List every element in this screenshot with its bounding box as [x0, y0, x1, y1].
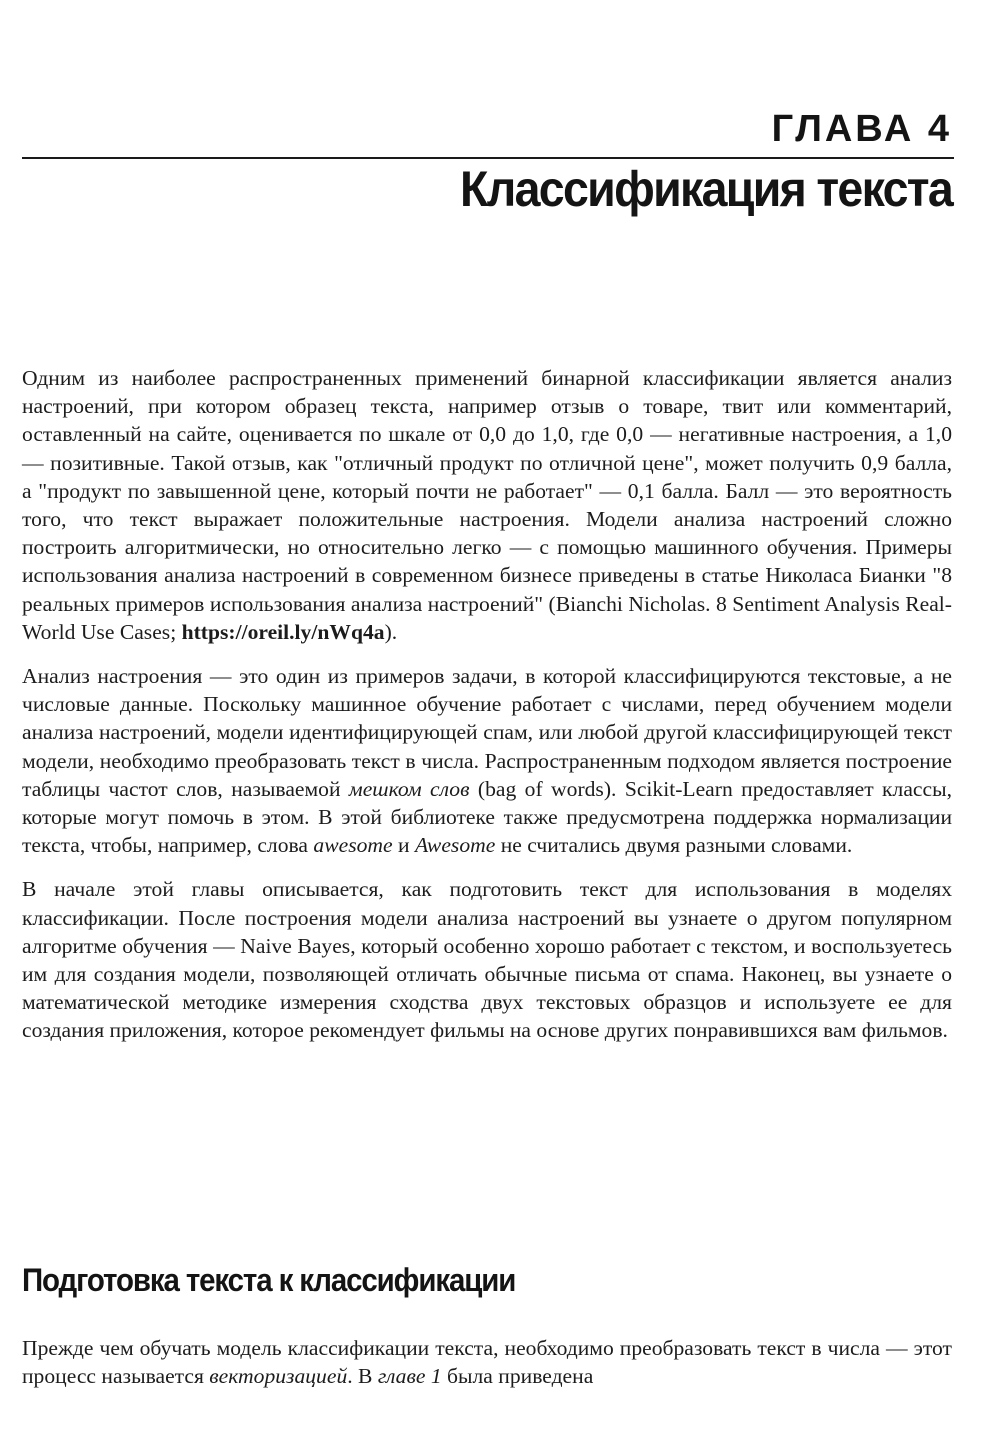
paragraph-text: и	[392, 833, 415, 858]
section-heading: Подготовка текста к классификации	[22, 1262, 516, 1298]
chapter-title: Классификация текста	[459, 161, 952, 217]
paragraph-text: Одним из наиболее распространенных применений бинарной классификации является анализ настроений, при котором образец текста, например отзыв о товаре, твит или комментарий, оставленный на сайте, оценивается по шкале от 0,0 до 1,0, где 0,0 — негативные настроения, а 1,0 — позитивные. Такой отзыв, как "отличный продукт по отличной цене", может получить 0,9 балла, а "продукт по завышенной цене, который почти не работает" — 0,1 балла. Балл — это вероятность того, что текст выражает положительные настроения. Модели анализа настроений сложно построить алгоритмически, но относительно легко — с помощью машинного обучения. Примеры использования анализа настроений в современном бизнесе приведены в статье Николаса Бианки "8 реальных примеров использования анализа настроений" (Bianchi Nicholas. 8 Sentiment Analysis Real-World Use Cases;	[22, 366, 952, 644]
term-awesome-upper: Awesome	[414, 833, 496, 858]
section-body	[22, 1334, 952, 1406]
paragraph-text: (bag of words). Scikit-Learn предоставляет классы, которые могут помочь в этом. В этой библиотеке также предусмотрена поддержка нормализации текста, чтобы, например, слова	[22, 776, 952, 858]
paragraph-text: ).	[384, 619, 398, 644]
term-vectorization: векторизацией	[209, 1364, 348, 1389]
chapter-divider	[22, 157, 954, 159]
paragraph-sentiment-analysis	[22, 364, 952, 646]
paragraph-text-vectorization	[22, 662, 952, 859]
paragraph-preparation	[22, 1334, 952, 1390]
chapter-intro	[22, 364, 952, 1061]
paragraph-text: Анализ настроения — это один из примеров задачи, в которой классифицируются текстовые, а не числовые данные. Поскольку машинное обучение работает с числами, перед обучением модели анализа настроений, модели идентифицирующей спам, или любой другой классифицирующей текст модели, необходимо преобразовать текст в числа. Распространенным подходом является построение таблицы частот слов, называемой	[22, 664, 952, 801]
paragraph-text: Прежде чем обучать модель классификации текста, необходимо преобразовать текст в числа — этот процесс называется	[22, 1336, 952, 1389]
paragraph-text: . В	[347, 1364, 378, 1389]
article-link[interactable]: https://oreil.ly/nWq4a	[181, 619, 385, 644]
term-awesome-lower: awesome	[313, 833, 393, 858]
chapter-label: ГЛАВА 4	[771, 108, 952, 150]
paragraph-text: не считались двумя разными словами.	[495, 833, 853, 858]
chapter-reference: главе 1	[377, 1364, 442, 1389]
paragraph-text: была приведена	[441, 1364, 594, 1389]
paragraph-chapter-overview: В начале этой главы описывается, как подготовить текст для использования в моделях классификации. После построения модели анализа настроений вы узнаете о другом популярном алгоритме обучения — Naive Bayes, который особенно хорошо работает с текстом, и воспользуетесь им для создания модели, позволяющей отличать обычные письма от спама. Наконец, вы узнаете о математической методике измерения сходства двух текстовых образцов и используете ее для создания приложения, которое рекомендует фильмы на основе других понравившихся вам фильмов.	[22, 877, 952, 1043]
term-bag-of-words: мешком слов	[348, 776, 470, 801]
